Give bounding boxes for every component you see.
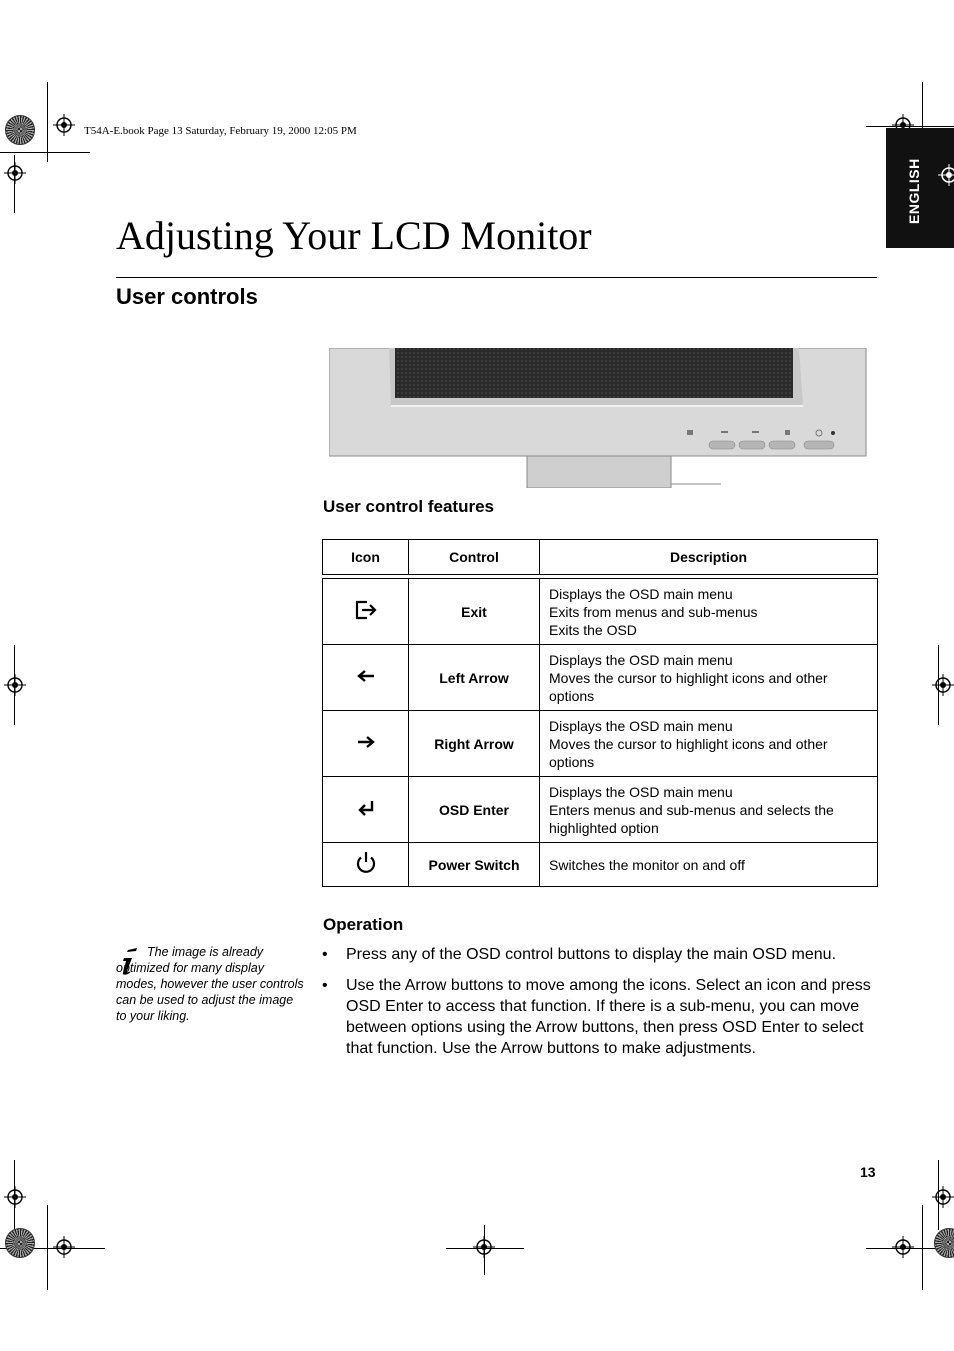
operation-heading: Operation <box>323 915 404 934</box>
crop-mark <box>0 152 90 153</box>
language-tab-label: ENGLISH <box>906 158 922 224</box>
description-line: Exits the OSD <box>549 621 637 638</box>
page-title: Adjusting Your LCD Monitor <box>116 213 592 258</box>
crop-mark <box>922 1205 923 1290</box>
table-row <box>323 777 878 843</box>
description-line: Moves the cursor to highlight icons and other options <box>549 735 828 770</box>
description-cell <box>540 579 878 645</box>
table-row <box>323 711 878 777</box>
table-row <box>323 579 878 645</box>
icon-cell <box>323 843 409 887</box>
description-line: Moves the cursor to highlight icons and other options <box>549 669 828 704</box>
description-cell <box>540 711 878 777</box>
registration-mark <box>473 1236 495 1258</box>
icon-cell <box>323 645 409 711</box>
table-row <box>323 843 878 887</box>
column-header: Icon <box>323 540 409 575</box>
column-header: Description <box>540 540 878 575</box>
registration-mark <box>53 114 75 136</box>
registration-mark <box>932 674 954 696</box>
column-header: Control <box>409 540 540 575</box>
monitor-illustration <box>329 348 867 488</box>
side-note: The image is already optimized for many display modes, however the user controls can be used to adjust the image to your liking. <box>116 945 304 1023</box>
registration-mark <box>53 1236 75 1258</box>
left-arrow-icon <box>356 669 376 683</box>
right-arrow-icon <box>356 735 376 749</box>
registration-mark <box>892 1236 914 1258</box>
control-name: Exit <box>409 579 540 645</box>
features-heading: User control features <box>323 497 494 516</box>
control-name: Left Arrow <box>409 645 540 711</box>
list-item: • Press any of the OSD control buttons to display the main OSD menu. <box>322 944 878 965</box>
table-row <box>323 645 878 711</box>
description-cell <box>540 843 878 887</box>
color-rosette <box>5 115 35 145</box>
description-line: Displays the OSD main menu <box>549 717 733 734</box>
crop-mark <box>47 82 48 162</box>
page-number: 13 <box>860 1164 876 1180</box>
description-line: Exits from menus and sub-menus <box>549 603 758 620</box>
color-rosette <box>934 1228 954 1258</box>
description-line: Switches the monitor on and off <box>549 856 745 873</box>
description-line: Displays the OSD main menu <box>549 585 733 602</box>
language-tab <box>886 128 954 248</box>
icon-cell <box>323 579 409 645</box>
description-line: Enters menus and sub-menus and selects the highlighted option <box>549 801 834 836</box>
description-cell <box>540 777 878 843</box>
features-table <box>322 539 878 887</box>
list-item: • Use the Arrow buttons to move among the icons. Select an icon and press OSD Enter to access that function. If there is a sub-menu, you can move between options using the Arrow buttons, then press OSD Enter to select that function. Use the Arrow buttons to make adjustments. <box>322 975 878 1059</box>
book-header: T54A-E.book Page 13 Saturday, February 19, 2000 12:05 PM <box>84 125 357 137</box>
control-name: Power Switch <box>409 843 540 887</box>
title-rule <box>116 277 877 278</box>
registration-mark <box>938 164 954 186</box>
registration-mark <box>4 674 26 696</box>
enter-icon <box>356 799 376 817</box>
exit-icon <box>354 599 378 621</box>
description-line: Displays the OSD main menu <box>549 651 733 668</box>
color-rosette <box>5 1228 35 1258</box>
description-cell <box>540 645 878 711</box>
registration-mark <box>4 162 26 184</box>
power-icon <box>354 850 378 876</box>
section-heading: User controls <box>116 284 258 309</box>
icon-cell <box>323 711 409 777</box>
description-line: Displays the OSD main menu <box>549 783 733 800</box>
control-name: Right Arrow <box>409 711 540 777</box>
registration-mark <box>932 1186 954 1208</box>
registration-mark <box>4 1186 26 1208</box>
control-name: OSD Enter <box>409 777 540 843</box>
table-header-row <box>323 540 878 575</box>
icon-cell <box>323 777 409 843</box>
operation-list <box>322 944 878 1069</box>
